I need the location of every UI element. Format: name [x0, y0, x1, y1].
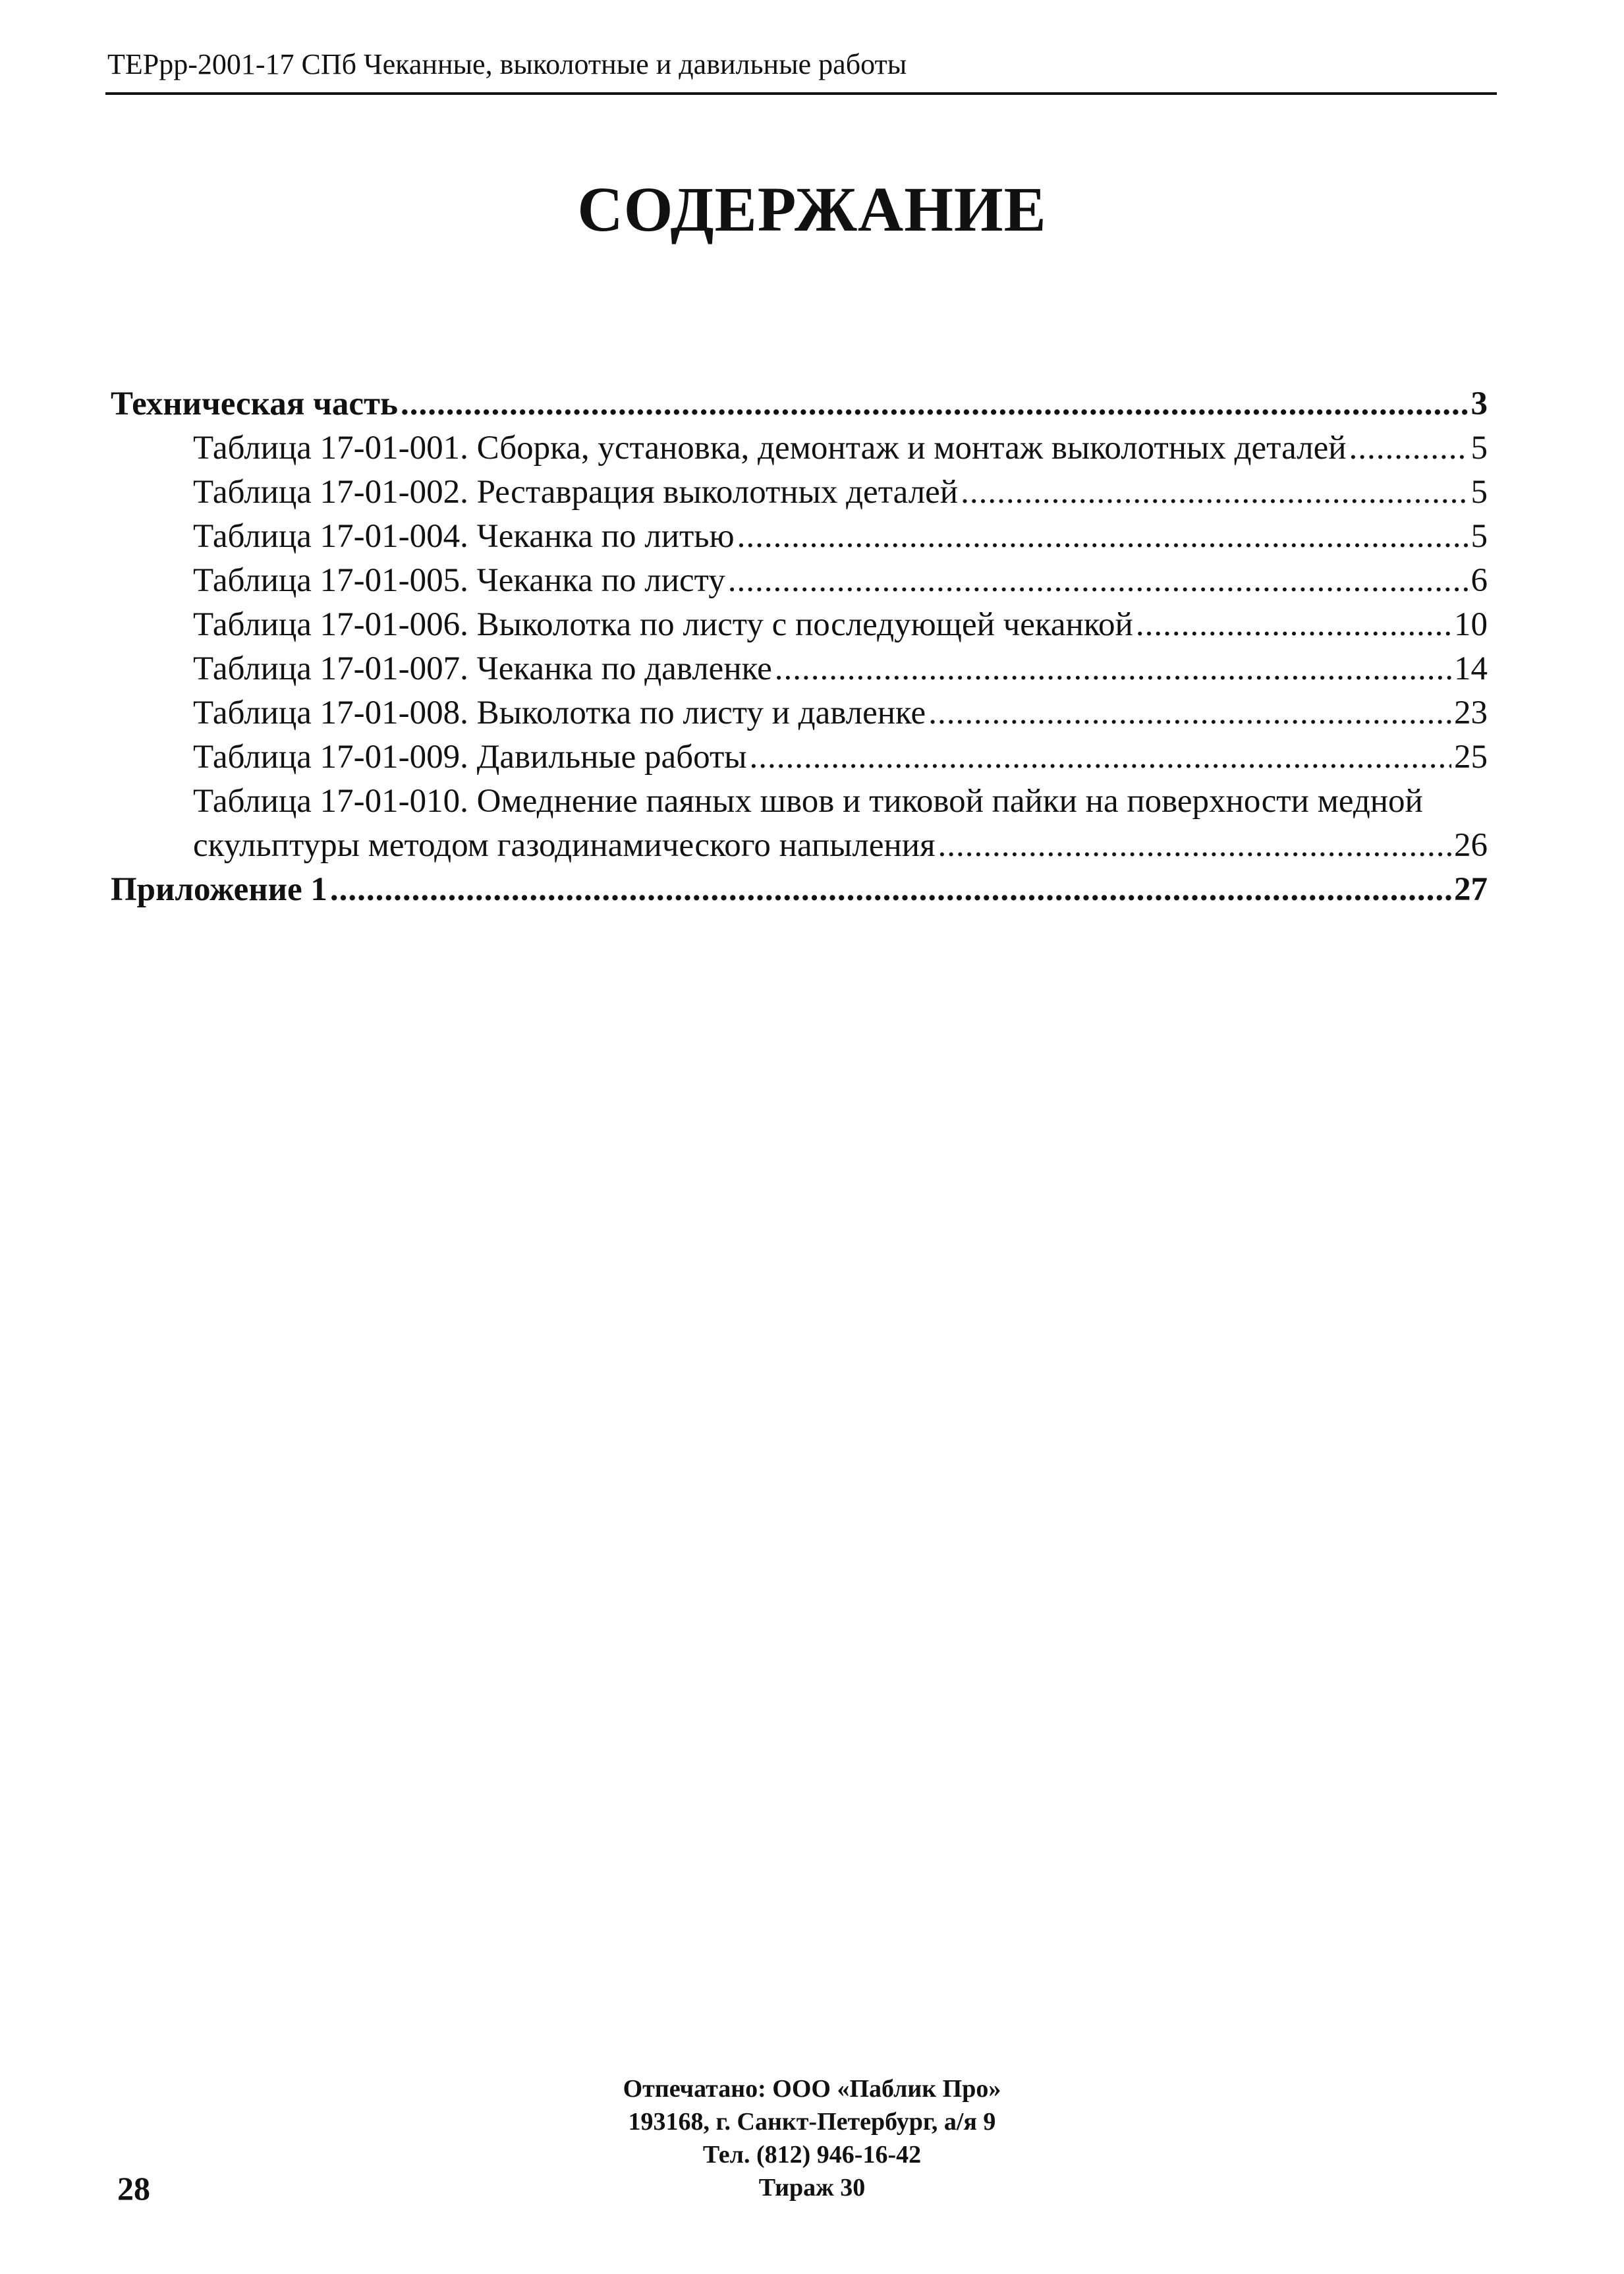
toc-entry-page: 25 — [1454, 739, 1488, 776]
dot-leader — [961, 470, 1468, 515]
dot-leader — [775, 647, 1451, 691]
toc-entry-table-005[interactable] — [111, 559, 1488, 603]
toc-entry-appendix-1[interactable] — [111, 868, 1488, 912]
toc-entry-label: Таблица 17-01-006. Выколотка по листу с последующей чеканкой — [193, 606, 1133, 643]
table-of-contents — [111, 382, 1488, 912]
dot-leader — [401, 382, 1469, 426]
imprint-printer: Отпечатано: ООО «Паблик Про» — [623, 2075, 1001, 2103]
toc-entry-label-continued: скульптуры методом газодинамического напыления — [193, 827, 936, 864]
toc-entry-page: 5 — [1470, 430, 1488, 467]
toc-entry-table-006[interactable] — [111, 603, 1488, 647]
toc-entry-table-001[interactable] — [111, 426, 1488, 470]
dot-leader — [1349, 426, 1469, 470]
imprint-phone: Тел. (812) 946-16-42 — [702, 2141, 922, 2169]
toc-entry-label: Таблица 17-01-005. Чеканка по листу — [193, 562, 725, 599]
dot-leader — [750, 735, 1451, 780]
toc-entry-page: 6 — [1470, 562, 1488, 599]
toc-entry-page: 3 — [1470, 385, 1488, 422]
toc-entry-technical-part[interactable] — [111, 382, 1488, 426]
toc-entry-label: Таблица 17-01-009. Давильные работы — [193, 739, 747, 776]
toc-entry-page: 10 — [1454, 606, 1488, 643]
toc-entry-label: Приложение 1 — [111, 871, 327, 908]
page-number: 28 — [117, 2170, 150, 2207]
page-title: СОДЕРЖАНИЕ — [577, 174, 1047, 244]
toc-entry-table-002[interactable] — [111, 470, 1488, 515]
toc-entry-label: Таблица 17-01-008. Выколотка по листу и давленке — [193, 695, 926, 731]
toc-entry-table-010[interactable] — [111, 780, 1488, 824]
printer-imprint — [0, 2072, 1624, 2207]
toc-entry-page: 23 — [1454, 695, 1488, 731]
running-header: ТЕРрр-2001-17 СПб Чеканные, выколотные и давильные работы — [107, 48, 907, 80]
toc-entry-label: Таблица 17-01-010. Омеднение паяных швов и тиковой пайки на поверхности медной — [193, 783, 1423, 820]
toc-entry-table-010-continued[interactable] — [111, 824, 1488, 868]
dot-leader — [330, 868, 1451, 912]
toc-entry-label: Таблица 17-01-004. Чеканка по литью — [193, 518, 735, 555]
imprint-address: 193168, г. Санкт-Петербург, а/я 9 — [628, 2108, 996, 2136]
toc-entry-table-007[interactable] — [111, 647, 1488, 691]
dot-leader — [938, 824, 1451, 868]
dot-leader — [737, 515, 1469, 559]
toc-entry-label: Таблица 17-01-002. Реставрация выколотных деталей — [193, 474, 959, 511]
header-rule — [105, 92, 1497, 95]
dot-leader — [1136, 603, 1451, 647]
imprint-print-run: Тираж 30 — [758, 2174, 866, 2202]
toc-entry-table-004[interactable] — [111, 515, 1488, 559]
toc-entry-page: 14 — [1454, 650, 1488, 687]
toc-entry-table-009[interactable] — [111, 735, 1488, 780]
toc-entry-label: Техническая часть — [111, 385, 398, 422]
toc-entry-table-008[interactable] — [111, 691, 1488, 735]
toc-entry-page: 26 — [1454, 827, 1488, 864]
toc-entry-page: 5 — [1470, 518, 1488, 555]
toc-entry-page: 27 — [1454, 871, 1488, 908]
toc-entry-page: 5 — [1470, 474, 1488, 511]
dot-leader — [728, 559, 1469, 603]
toc-entry-label: Таблица 17-01-001. Сборка, установка, демонтаж и монтаж выколотных деталей — [193, 430, 1347, 467]
dot-leader — [928, 691, 1451, 735]
toc-entry-label: Таблица 17-01-007. Чеканка по давленке — [193, 650, 772, 687]
